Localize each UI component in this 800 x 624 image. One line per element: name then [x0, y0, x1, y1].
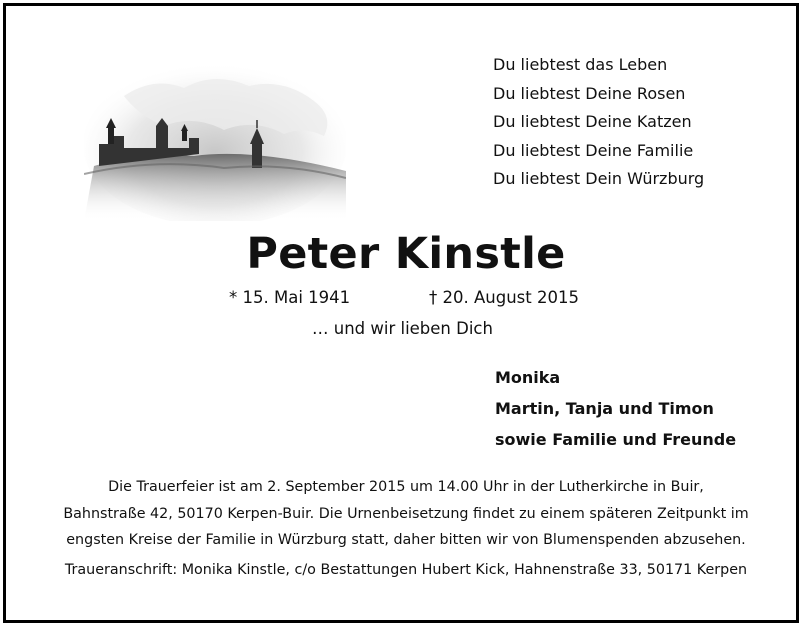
poem-line: Du liebtest Deine Familie	[493, 140, 694, 160]
ceremony-line: Bahnstraße 42, 50170 Kerpen-Buir. Die Urnenbeisetzung findet zu einem späteren Zeitpunkt im	[63, 505, 749, 522]
poem-lines	[493, 51, 704, 194]
death-date: † 20. August 2015	[429, 288, 579, 307]
mourner: sowie Familie und Freunde	[495, 430, 737, 449]
ceremony-line: Die Trauerfeier ist am 2. September 2015 um 14.00 Uhr in der Lutherkirche in Buir,	[108, 479, 704, 495]
poem-line: Du liebtest das Leben	[493, 55, 668, 74]
mourning-address: Traueranschrift: Monika Kinstle, c/o Bestattungen Hubert Kick, Hahnenstraße 33, 50171 Kerpen	[64, 562, 748, 578]
ceremony-info	[6, 474, 799, 554]
obituary-notice	[3, 3, 799, 623]
poem-line: Du liebtest Deine Katzen	[493, 112, 692, 131]
ceremony-line: engsten Kreise der Familie in Würzburg statt, daher bitten wir von Blumenspenden abzusehen.	[66, 532, 746, 548]
poem-line: Du liebtest Dein Würzburg	[493, 169, 705, 188]
mourner: Monika	[495, 368, 561, 387]
mourners-list	[495, 362, 736, 455]
poem-line: Du liebtest Deine Rosen	[493, 83, 686, 103]
fortress-sketch-icon	[84, 56, 346, 221]
tagline: … und wir lieben Dich	[312, 319, 493, 338]
birth-date: * 15. Mai 1941	[229, 288, 351, 307]
deceased-name: Peter Kinstle	[246, 229, 566, 279]
mourner: Martin, Tanja und Timon	[495, 399, 714, 418]
